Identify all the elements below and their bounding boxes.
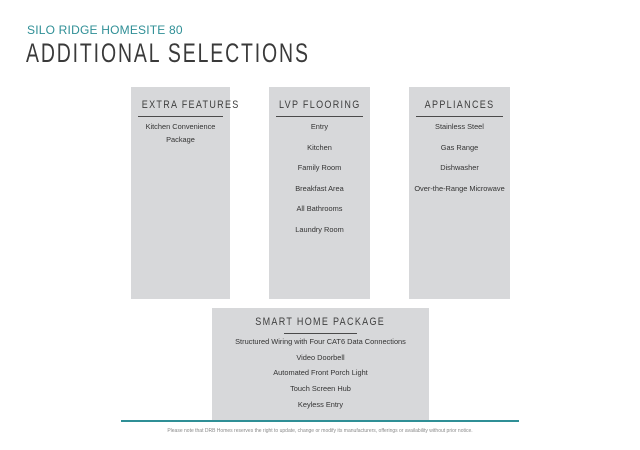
list-item: Stainless Steel xyxy=(435,122,484,131)
lvp-flooring-list xyxy=(269,122,370,245)
smart-home-title: SMART HOME PACKAGE xyxy=(255,316,386,328)
list-item: Structured Wiring with Four CAT6 Data Connections xyxy=(235,337,406,346)
smart-home-panel xyxy=(212,308,429,420)
appliances-list xyxy=(409,122,510,204)
list-item: Over-the-Range Microwave xyxy=(414,183,505,193)
footer-divider xyxy=(121,420,519,422)
list-item: Kitchen Convenience xyxy=(145,122,216,131)
list-item: Laundry Room xyxy=(295,224,344,234)
list-item: Automated Front Porch Light xyxy=(273,368,368,378)
panel-divider xyxy=(276,116,363,117)
panel-divider xyxy=(138,116,223,117)
page-title: ADDITIONAL SELECTIONS xyxy=(26,38,310,68)
disclaimer-text: Please note that DRB Homes reserves the right to update, change or modify its manufacturers, offerings or availability without prior notice. xyxy=(167,428,473,434)
list-item: Breakfast Area xyxy=(295,183,344,193)
extra-features-list xyxy=(131,122,230,147)
appliances-panel xyxy=(409,87,510,299)
list-item: Touch Screen Hub xyxy=(290,384,351,394)
panel-divider xyxy=(416,116,503,117)
smart-home-list xyxy=(212,337,429,415)
list-item: Video Doorbell xyxy=(296,352,345,362)
list-item: Dishwasher xyxy=(440,163,479,172)
list-item: Package xyxy=(166,134,195,144)
panel-divider xyxy=(284,333,357,334)
list-item: Keyless Entry xyxy=(297,399,344,409)
list-item: Gas Range xyxy=(440,142,479,152)
extra-features-panel xyxy=(131,87,240,299)
extra-features-title: EXTRA FEATURES xyxy=(141,99,240,111)
list-item: Family Room xyxy=(297,163,342,172)
list-item: Entry xyxy=(310,122,329,131)
list-item: All Bathrooms xyxy=(296,204,343,213)
lvp-flooring-panel xyxy=(269,87,370,299)
lvp-flooring-title: LVP FLOORING xyxy=(278,99,361,111)
page-subtitle: SILO RIDGE HOMESITE 80 xyxy=(27,23,183,37)
list-item: Kitchen xyxy=(307,142,332,152)
appliances-title: APPLIANCES xyxy=(424,99,495,111)
